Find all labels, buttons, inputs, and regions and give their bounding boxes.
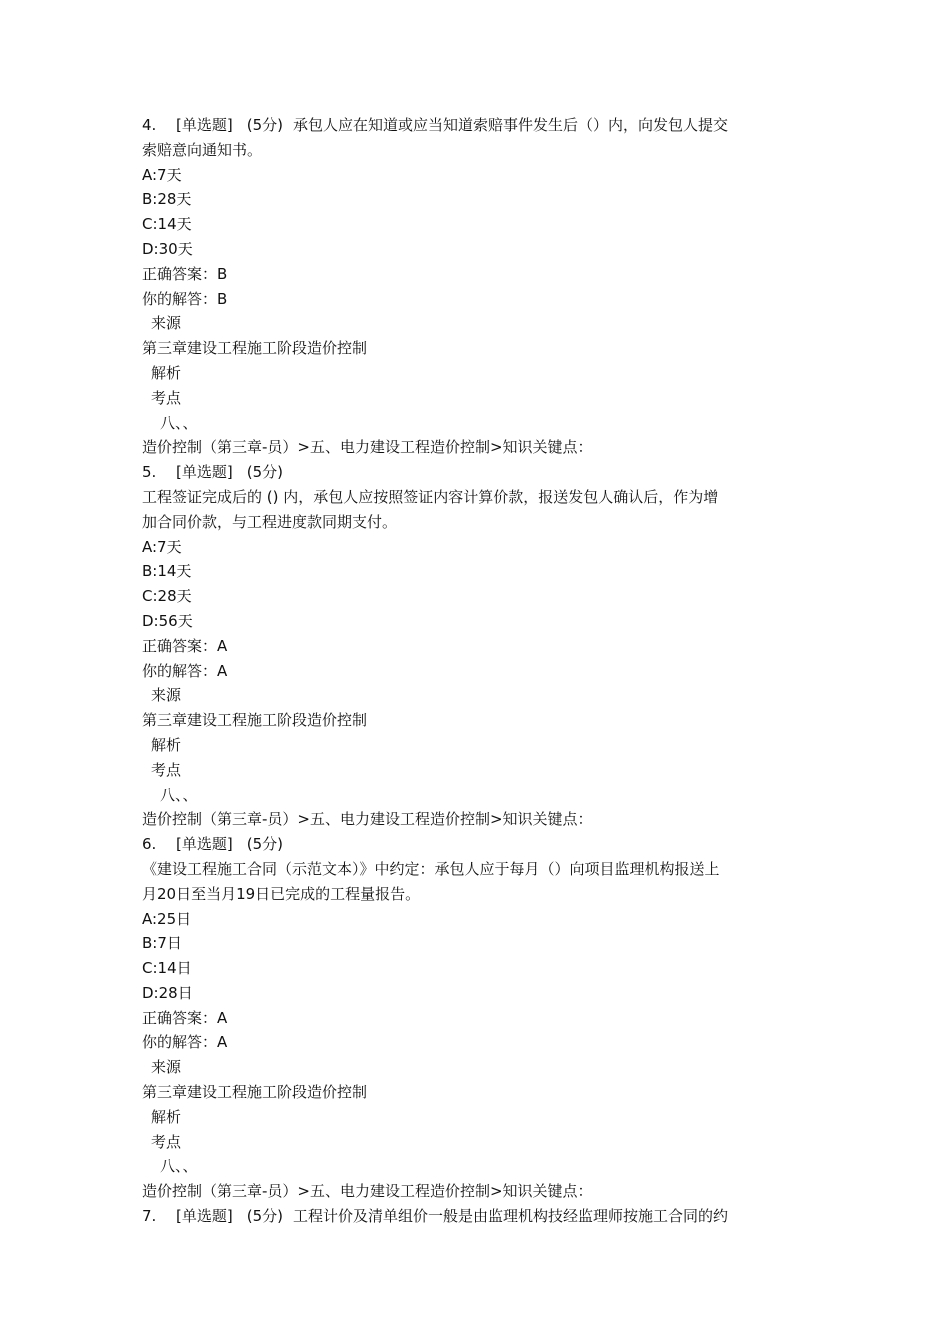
stray-text: 八、、 (160, 1157, 198, 1176)
question-score: (5分) (246, 463, 283, 482)
question-7 (142, 1204, 822, 1229)
question-number: 7. (142, 1207, 157, 1226)
stray-text: 八、、 (160, 785, 198, 804)
question-score: (5分) (246, 116, 283, 134)
knowledge-path: 造价控制（第三章-员）>五、电力建设工程造价控制>知识关键点： (142, 438, 593, 457)
analysis-label: 解析 (151, 363, 182, 382)
your-answer: 你的解答：A (142, 661, 228, 680)
analysis-label: 解析 (151, 735, 182, 754)
your-answer: 你的解答：B (142, 289, 228, 308)
option-c: C:14日 (142, 959, 192, 978)
option-b: B:28天 (142, 190, 192, 209)
your-answer: 你的解答：A (142, 1033, 228, 1052)
question-header (142, 460, 822, 485)
question-type: [单选题] (176, 116, 233, 134)
option-d: D:56天 (142, 611, 193, 630)
kaodian-label: 考点 (151, 760, 182, 779)
source-text: 第三章建设工程施工阶段造价控制 (142, 339, 368, 358)
question-header (142, 1204, 822, 1229)
question-stem: 工程计价及清单组价一般是由监理机构技经监理师按施工合同的约 (292, 1207, 728, 1226)
question-type: [单选题] (176, 835, 233, 854)
option-d: D:30天 (142, 239, 193, 258)
option-b: B:7日 (142, 934, 182, 953)
option-d: D:28日 (142, 983, 193, 1002)
correct-answer: 正确答案：A (142, 1008, 228, 1027)
knowledge-path: 造价控制（第三章-员）>五、电力建设工程造价控制>知识关键点： (142, 1182, 593, 1201)
document-page (142, 113, 822, 1229)
question-type: [单选题] (176, 463, 233, 482)
question-stem-continued: 加合同价款，与工程进度款同期支付。 (142, 512, 398, 531)
question-score: (5分) (246, 1207, 283, 1226)
option-a: A:7天 (142, 537, 182, 556)
question-header (142, 113, 822, 138)
question-number: 5. (142, 463, 157, 482)
question-stem-continued: 月20日至当月19日已完成的工程量报告。 (142, 884, 421, 903)
question-stem: 工程签证完成后的 () 内，承包人应按照签证内容计算价款，报送发包人确认后，作为增 (142, 487, 719, 506)
source-label: 来源 (151, 686, 182, 705)
stray-text: 八、、 (160, 413, 198, 432)
question-5 (142, 460, 822, 832)
analysis-label: 解析 (151, 1107, 182, 1126)
option-a: A:7天 (142, 165, 182, 184)
question-stem: 《建设工程施工合同（示范文本）》中约定：承包人应于每月（）向项目监理机构报送上 (142, 859, 720, 878)
question-score: (5分) (246, 835, 283, 854)
option-b: B:14天 (142, 562, 192, 581)
kaodian-label: 考点 (151, 1132, 182, 1151)
source-label: 来源 (151, 314, 182, 333)
question-6 (142, 832, 822, 1204)
question-number: 4. (142, 116, 157, 134)
question-number: 6. (142, 835, 157, 854)
question-type: [单选题] (176, 1207, 233, 1226)
correct-answer: 正确答案：B (142, 264, 228, 283)
knowledge-path: 造价控制（第三章-员）>五、电力建设工程造价控制>知识关键点： (142, 810, 593, 829)
question-header (142, 832, 822, 857)
source-text: 第三章建设工程施工阶段造价控制 (142, 711, 368, 730)
correct-answer: 正确答案：A (142, 636, 228, 655)
option-c: C:14天 (142, 215, 192, 234)
source-text: 第三章建设工程施工阶段造价控制 (142, 1083, 368, 1102)
question-stem: 承包人应在知道或应当知道索赔事件发生后（）内，向发包人提交 (292, 116, 728, 134)
source-label: 来源 (151, 1058, 182, 1077)
option-c: C:28天 (142, 587, 192, 606)
question-4 (142, 113, 822, 460)
question-stem-continued: 索赔意向通知书。 (142, 140, 263, 159)
option-a: A:25日 (142, 909, 192, 928)
kaodian-label: 考点 (151, 388, 182, 407)
